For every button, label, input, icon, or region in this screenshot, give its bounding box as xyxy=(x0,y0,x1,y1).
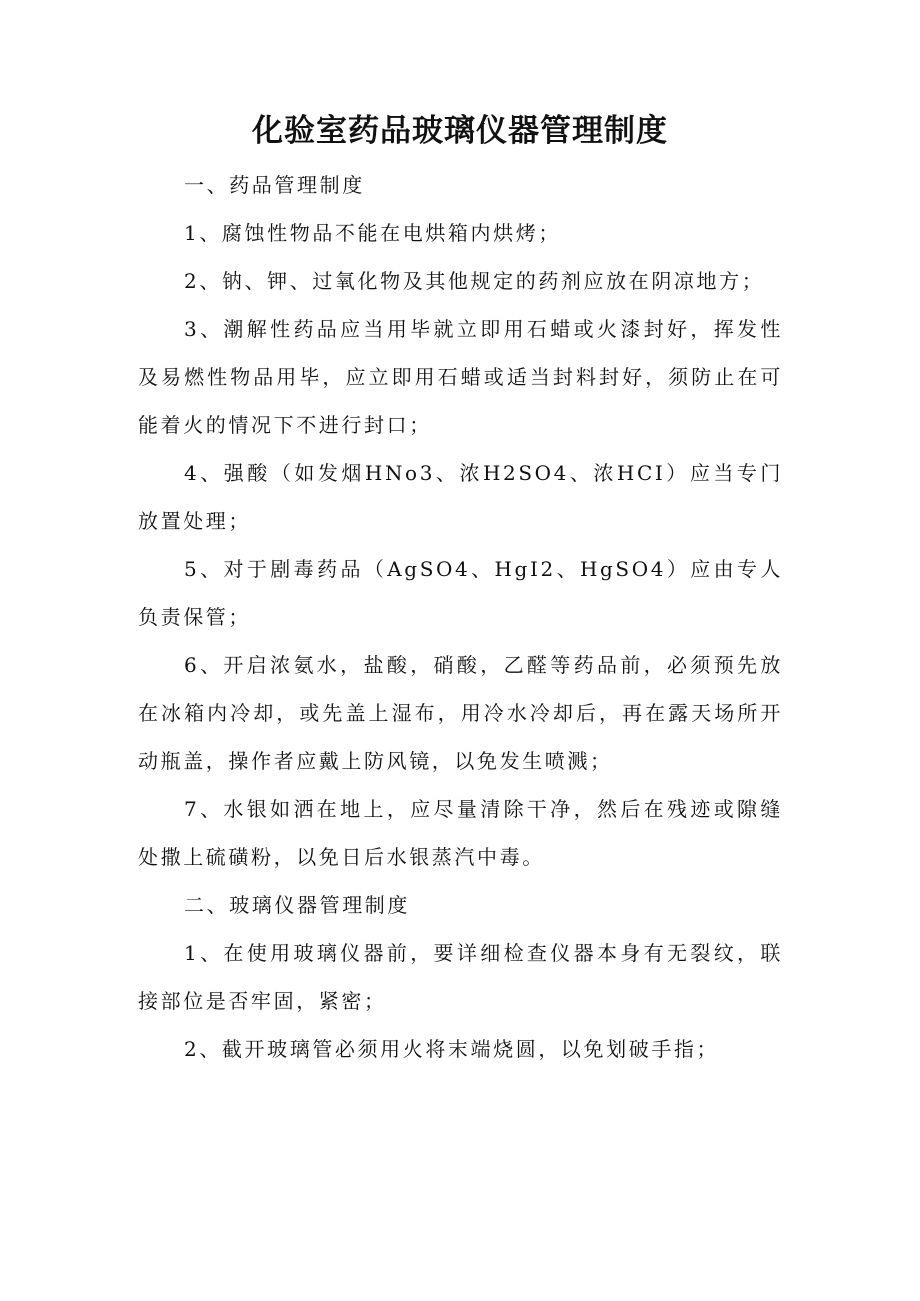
paragraph: 4、强酸（如发烟HNo3、浓H2SO4、浓HCI）应当专门放置处理； xyxy=(138,461,783,533)
paragraph: 1、腐蚀性物品不能在电烘箱内烘烤； xyxy=(184,221,561,245)
document-body xyxy=(138,161,783,1073)
section-heading-glassware: 二、玻璃仪器管理制度 xyxy=(184,893,410,917)
paragraph: 2、截开玻璃管必须用火将末端烧圆，以免划破手指； xyxy=(184,1037,720,1061)
document-title: 化验室药品玻璃仪器管理制度 xyxy=(252,113,668,149)
paragraph: 5、对于剧毒药品（AgSO4、HgI2、HgSO4）应由专人负责保管； xyxy=(138,557,783,629)
section-heading-chemicals: 一、药品管理制度 xyxy=(184,173,365,197)
paragraph: 6、开启浓氨水，盐酸，硝酸，乙醛等药品前，必须预先放在冰箱内冷却，或先盖上湿布，用冷水冷却后，再在露天场所开动瓶盖，操作者应戴上防风镜，以免发生喷溅； xyxy=(138,653,783,773)
paragraph: 1、在使用玻璃仪器前，要详细检查仪器本身有无裂纹，联接部位是否牢固，紧密； xyxy=(138,941,783,1013)
paragraph: 7、水银如洒在地上，应尽量清除干净，然后在残迹或隙缝处撒上硫磺粉，以免日后水银蒸汽中毒。 xyxy=(138,797,783,869)
paragraph: 3、潮解性药品应当用毕就立即用石蜡或火漆封好，挥发性及易燃性物品用毕，应立即用石蜡或适当封料封好，须防止在可能着火的情况下不进行封口； xyxy=(138,317,783,437)
paragraph: 2、钠、钾、过氧化物及其他规定的药剂应放在阴凉地方； xyxy=(184,269,765,293)
